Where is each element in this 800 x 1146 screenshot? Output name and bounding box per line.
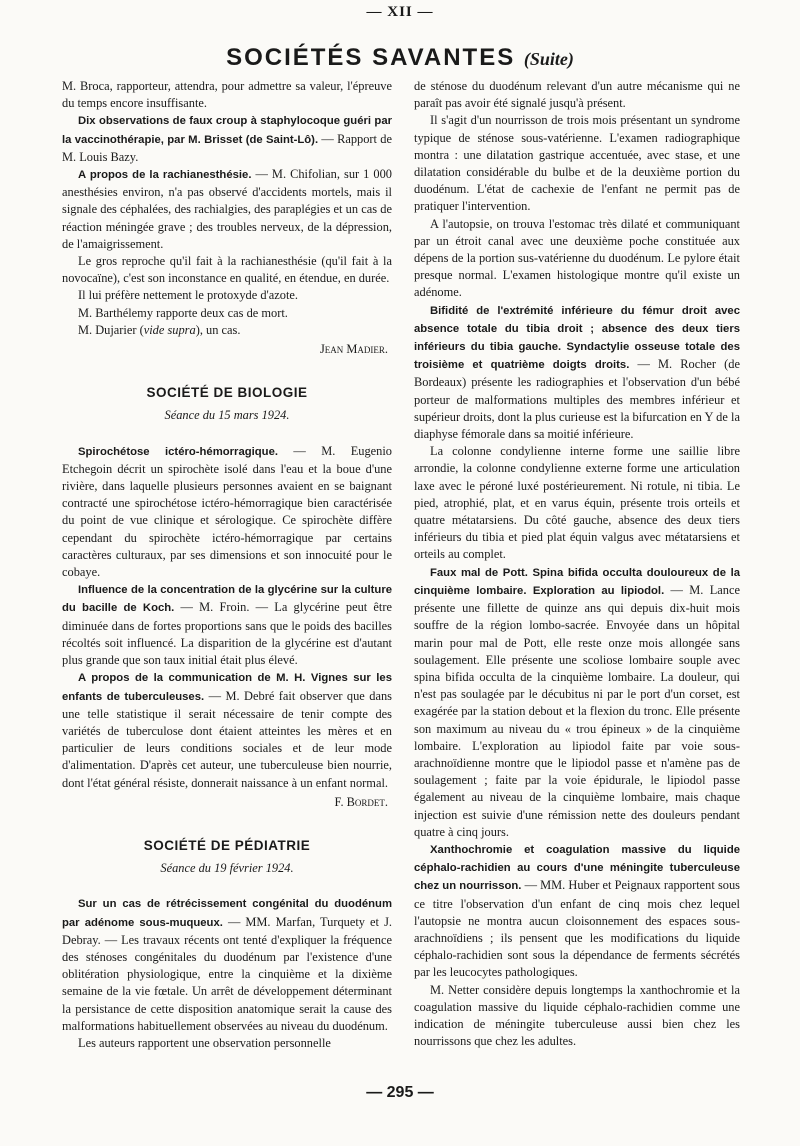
paragraph-lead: Sur un cas de rétrécissement congénital du duodénum par adénome sous-muqueux. xyxy=(62,898,392,929)
paragraph-lead: Xanthochromie et coagulation massive du liquide céphalo-rachidien au cours d'une méningite tuberculeuse chez un nourrisson. xyxy=(414,843,740,893)
title-text: SOCIÉTÉS SAVANTES xyxy=(226,44,516,71)
paragraph: de sténose du duodénum relevant d'un autre mécanisme qui ne paraît pas avoir été signalé jusqu'à présent. xyxy=(414,79,740,111)
right-column xyxy=(414,78,740,1050)
paragraph xyxy=(414,302,740,444)
signature: F. Bordet. xyxy=(334,794,388,809)
paragraph xyxy=(62,669,392,791)
title-suffix: (Suite) xyxy=(523,49,574,69)
paragraph: Il s'agit d'un nourrisson de trois mois présentant un syndrome typique de sténose sous-vatérienne. L'examen radiographique montra : une dilatation gastrique accentuée, avec stase, et une dilatation considérable du bulbe et de la deuxième portion du duodénum. L'état de cachexie de l'enfant ne permit pas de pratiquer l'intervention. xyxy=(414,113,740,214)
paragraph: La colonne condylienne interne forme une saillie libre arrondie, la colonne condylienne externe forme une articulation laxe avec le péroné luxé postérieurement. Ni rotule, ni tibia. Le pied, atrophié, plat, et en varus équin, présente trois orteils et quatre métatarsiens. Du côté gauche, absence des deux tiers inférieurs du tibia et pied plat équin valgus avec métatarsiens et orteils au complet. xyxy=(414,444,740,562)
paragraph: M. Netter considère depuis longtemps la xanthochromie et la coagulation massive du liquide céphalo-rachidien comme une indication de méningite tuberculeuse aussi bien chez les nourrissons que chez les adultes. xyxy=(414,982,740,1049)
author-name: M. Dujarier xyxy=(78,322,137,337)
roman-page-number: — XII — xyxy=(366,4,434,20)
paragraph-body: — Rapport de M. Louis Bazy. xyxy=(62,131,392,164)
paragraph-body: — M. Rocher (de Bordeaux) présente les radiographies et l'observation d'un bébé porteur de malformations multiples des membres inférieur et supérieur droits, dont la plus curieuse est la bifurcation en Y de la diaphyse fémorale dans sa moitié inférieure. xyxy=(414,357,740,442)
signature: Jean Madier. xyxy=(319,342,388,357)
paragraph-body: — M. Froin. — La glycérine peut être diminuée dans de fortes proportions sans que le poids des bacilles récoltés soit influencé. La disparition de la glycérine est d'autant plus grande que son taux initial était plus élevé. xyxy=(62,600,392,668)
paragraph: M. Dujarier (vide supra), un cas. xyxy=(78,322,241,337)
paragraph-lead: A propos de la rachianesthésie. xyxy=(78,169,252,182)
paragraph-lead: Influence de la concentration de la glycérine sur la culture du bacille de Koch. xyxy=(62,584,392,615)
session-date: Séance du 19 février 1924. xyxy=(160,861,294,876)
section-heading-biology: SOCIÉTÉ DE BIOLOGIE xyxy=(146,385,308,401)
paragraph-body: — M. Chifolian, sur 1 000 anesthésies environ, n'a pas observé d'accidents mortels, mais il signale des céphalées, des rachialgies, des paraplégies et un cas de réaction méningée grave ; des troubles nerveux, de la dépression, de l'amaigrissement. xyxy=(62,167,393,251)
page-number: — 295 — xyxy=(366,1084,434,1101)
session-date: Séance du 15 mars 1924. xyxy=(164,408,290,423)
left-column xyxy=(62,78,392,1052)
paragraph-body: — M. Lance présente une fillette de quinze ans qui depuis dix-huit mois souffre de la région lombo-sacrée. Envoyée dans un hôpital marin pour mal de Pott, elle reste onze mois allongée sans soulagement. Elle présente une scoliose lombaire souple avec spina bifida occulta de la cinquième lombaire. La douleur, qui n'est pas soulagée par le décubitus ni par le port d'un corset, est exagérée par la station debout et la flexion du tronc. Elle présente son maximum au niveau du « trou épineux » de la cinquième lombaire. L'exploration au lipiodol faite par voie sous-arachnoïdienne montre que le lipiodol passe et n'amène pas de soulagement ; faite par la voie épidurale, le lipiodol passe également au niveau de la cinquième lombaire, mais chaque injection est suivie d'une rémission nette des douleurs pendant quatre à cinq jours. xyxy=(414,582,740,839)
paragraph xyxy=(62,581,392,669)
paragraph: M. Barthélemy rapporte deux cas de mort. xyxy=(78,305,288,320)
paragraph-lead: Dix observations de faux croup à staphylocoque guéri par la vaccinothérapie, par M. Brisset (de Saint-Lô). xyxy=(62,115,392,146)
paragraph: Le gros reproche qu'il fait à la rachianesthésie (qu'il fait à la novocaïne), c'est son inconstance en qualité, en étendue, en durée. xyxy=(62,254,392,286)
paragraph-lead: Bifidité de l'extrémité inférieure du fémur droit avec absence totale du tibia droit ; absence des deux tiers inférieurs du tibia gauche. Syndactylie osseuse totale des troisième et quatrième doigts droits. xyxy=(414,304,740,372)
paragraph xyxy=(62,895,392,1035)
paragraph: Les auteurs rapportent une observation personnelle xyxy=(78,1035,331,1050)
paragraph-body: — M. Debré fait observer que dans une telle statistique il serait nécessaire de tenir compte des variétés de tuberculose dont étaient atteintes les mères et en particulier de leurs conditions sociales et de leur mode d'alimentation. D'après cet auteur, une tuberculeuse bien nourrie, dont l'état général résiste, donnerait naissance à un enfant normal. xyxy=(62,688,392,790)
paragraph: Il lui préfère nettement le protoxyde d'azote. xyxy=(78,288,299,303)
page-title xyxy=(0,44,800,72)
paragraph-body: , un cas. xyxy=(199,322,241,337)
vide-supra: vide supra xyxy=(143,322,196,337)
paragraph-body: — M. Eugenio Etchegoin décrit un spirochète isolé dans l'eau et la boue d'une rivière, dans laquelle plusieurs personnes avaient en se baignant contracté une spirochétose ictéro-hémorragique bien caractérisée du point de vue clinique et sérologique. Ce spirochète diffère cependant du spirochète ictéro-hémorragique par certains caractères culturaux, par ses dimensions et son innocuité pour le cobaye. xyxy=(62,443,392,580)
paragraph xyxy=(62,443,392,582)
paragraph xyxy=(62,166,392,253)
paragraph: A l'autopsie, on trouva l'estomac très dilaté et communiquant par un étroit canal avec une deuxième poche constituée aux dépens de la portion sus-vatérienne du duodénum. Le pylore était presque normal. L'examen histologique montre qu'il existe un adénome. xyxy=(414,216,740,300)
paragraph xyxy=(62,112,392,166)
paragraph-body: — MM. Huber et Peignaux rapportent sous ce titre l'observation d'un enfant de cinq mois chez lequel l'autopsie ne montra aucun cloisonnement des espaces sous-arachnoïdiens ; ils pensent que les modifications du liquide céphalo-rachidien sont sous la dépendance de ferments sécrétés par les leucocytes pathologiques. xyxy=(414,878,740,980)
paragraph-lead: Faux mal de Pott. Spina bifida occulta douloureux de la cinquième lombaire. Exploration au lipiodol. xyxy=(414,566,740,597)
paragraph-body: — MM. Marfan, Turquety et J. Debray. — Les travaux récents ont tenté d'expliquer la fréquence des sténoses congénitales du duodénum par l'existence d'une oblitération physiologique, entre la cinquième et la dixième semaine de la vie fœtale. Un arrêt de développement déterminant la persistance de cette disposition anatomique serait la cause des malformations habituellement observées au niveau du duodénum. xyxy=(62,914,392,1033)
paragraph xyxy=(414,841,740,982)
section-heading-pediatrics: SOCIÉTÉ DE PÉDIATRIE xyxy=(143,837,311,853)
paragraph-lead: A propos de la communication de M. H. Vignes sur les enfants de tuberculeuses. xyxy=(62,672,392,703)
paragraph xyxy=(414,564,740,841)
paragraph-lead: Spirochétose ictéro-hémorragique. xyxy=(78,445,278,458)
paragraph: M. Broca, rapporteur, attendra, pour admettre sa valeur, l'épreuve du temps encore insuffisante. xyxy=(62,79,392,111)
